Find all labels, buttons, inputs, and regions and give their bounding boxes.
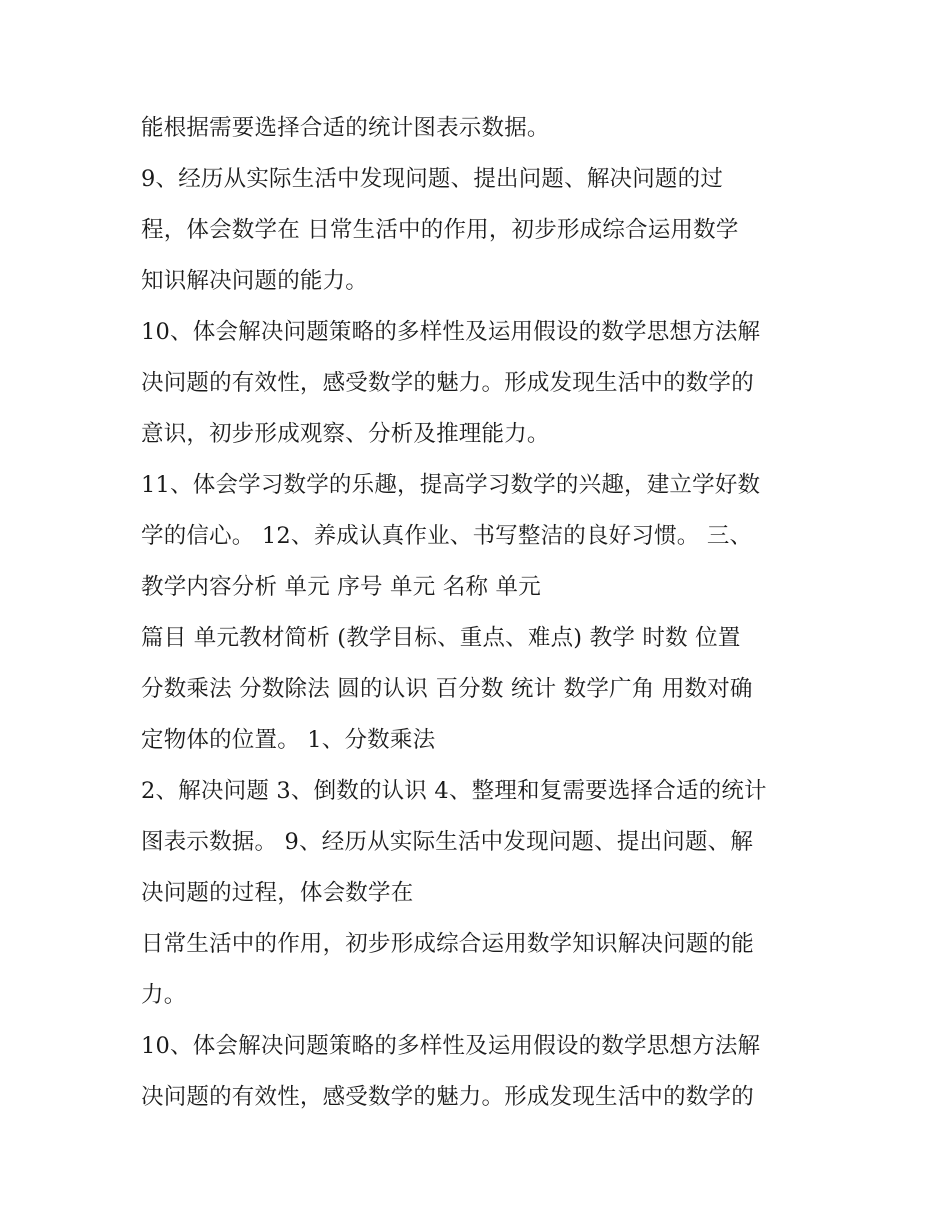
text-line: 决问题的过程，体会数学在 — [141, 880, 414, 906]
text-line: 定物体的位置。 1、分数乘法 — [141, 727, 436, 753]
text-line: 10、体会解决问题策略的多样性及运用假设的数学思想方法解 — [141, 1033, 761, 1059]
text-line: 篇目 单元教材简析 (教学目标、重点、难点) 教学 时数 位置 — [141, 625, 741, 651]
text-line: 10、体会解决问题策略的多样性及运用假设的数学思想方法解 — [141, 319, 761, 345]
text-line: 意识，初步形成观察、分析及推理能力。 — [141, 421, 550, 447]
text-line: 力。 — [141, 982, 187, 1008]
text-line: 教学内容分析 单元 序号 单元 名称 单元 — [141, 574, 541, 600]
text-line: 11、体会学习数学的乐趣，提高学习数学的兴趣，建立学好数 — [141, 472, 761, 498]
text-line: 学的信心。 12、养成认真作业、书写整洁的良好习惯。 三、 — [141, 523, 753, 549]
text-line: 程，体会数学在 日常生活中的作用，初步形成综合运用数学 — [141, 217, 739, 243]
text-line: 2、解决问题 3、倒数的认识 4、整理和复需要选择合适的统计 — [141, 778, 767, 804]
text-line: 图表示数据。 9、经历从实际生活中发现问题、提出问题、解 — [141, 829, 754, 855]
text-line: 9、经历从实际生活中发现问题、提出问题、解决问题的过 — [141, 166, 724, 192]
text-line: 决问题的有效性，感受数学的魅力。形成发现生活中的数学的 — [141, 370, 754, 396]
text-line: 能根据需要选择合适的统计图表示数据。 — [141, 115, 550, 141]
text-line: 知识解决问题的能力。 — [141, 268, 369, 294]
text-line: 决问题的有效性，感受数学的魅力。形成发现生活中的数学的 — [141, 1084, 754, 1110]
text-line: 分数乘法 分数除法 圆的认识 百分数 统计 数学广角 用数对确 — [141, 676, 753, 702]
text-line: 日常生活中的作用，初步形成综合运用数学知识解决问题的能 — [141, 931, 754, 957]
